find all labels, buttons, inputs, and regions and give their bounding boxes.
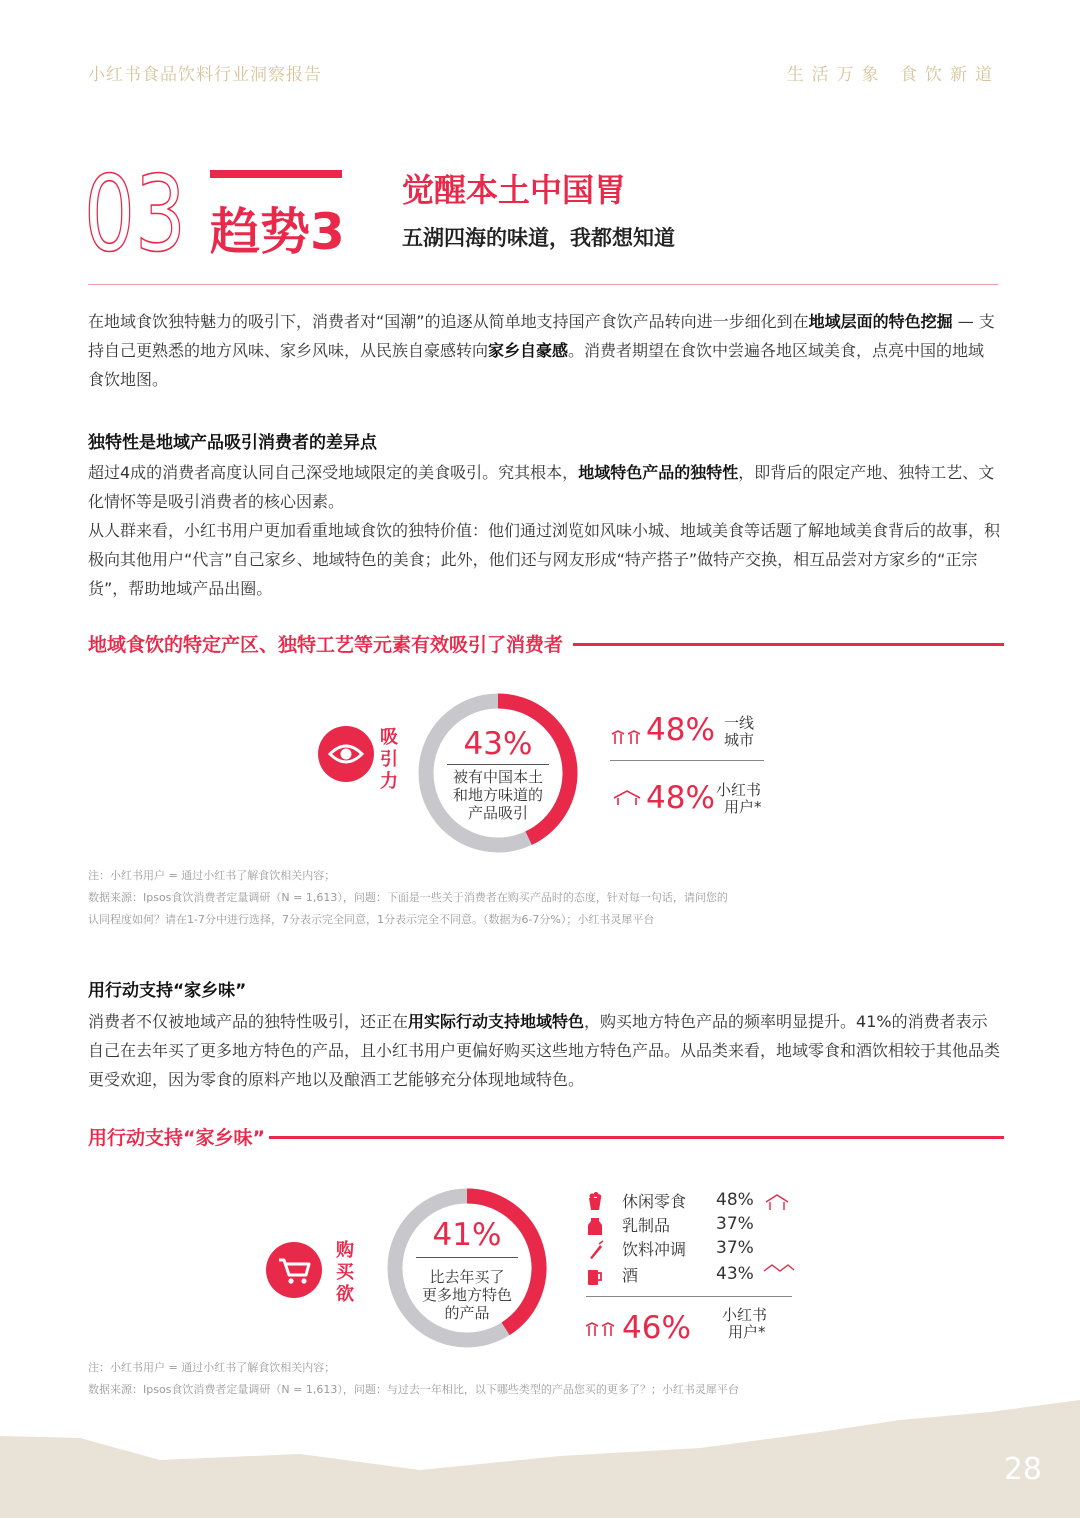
block2-paragraph [88,1007,1000,1094]
chart1-side-label [379,727,399,793]
side-char: 购 [336,1240,354,1261]
popcorn-icon [586,1191,604,1211]
caption-line: 和地方味道的 [452,786,543,804]
intro-paragraph [88,307,1000,394]
label-line: 小红书 [716,781,762,799]
intro-bold-2: 家乡自豪感 [488,341,569,360]
stat-divider [610,760,764,761]
shopping-cart-icon [266,1242,322,1298]
section-number-text: 03 [84,153,186,275]
label-line: 一线 [724,714,755,732]
donut-divider [447,764,549,765]
category-value: 43% [716,1264,754,1284]
category-row [586,1213,686,1237]
footer-background [0,1400,1080,1518]
trend-label: 趋势3 [210,203,345,261]
chart2-stat-label [722,1307,767,1341]
caption-line: 被有中国本土 [452,768,543,786]
report-slogan: 生活万象 食饮新道 [786,65,1000,85]
category-label: 乳制品 [622,1216,671,1235]
stat-divider [586,1296,792,1297]
chart1-notes [88,865,1008,931]
section-number [84,153,188,275]
chart2-side-label [335,1240,355,1306]
section-subtitle: 五湖四海的味道，我都想知道 [402,226,675,250]
block2-text-c: ，购买地方特色产品的频率明显提升。41%的消费者表示自己在去年买了更多地方特色的产品，且小红书用户更偏好购买这些地方特色产品。从品类来看，地域零食和酒饮相较于其他品类更受欢迎，因为零食的原料产地以及酿酒工艺能够充分体现地域特色。 [88,1012,1001,1089]
divider [88,284,998,285]
city-skyline-icon [584,1320,616,1338]
block1-heading: 独特性是地域产品吸引消费者的差异点 [88,433,377,453]
chart1-band [88,630,1004,656]
category-row [586,1263,686,1287]
eye-icon [318,726,374,782]
block1-paragraph-2: 从人群来看，小红书用户更加看重地域食饮的独特价值：他们通过浏览如风味小城、地域美食等话题了解地域美食背后的故事，积极向其他用户“代言”自己家乡、地域特色的美食；此外，他们还与网友形成“特产搭子”做特产交换，相互品尝对方家乡的“正宗货”，帮助地域产品出圈。 [88,521,1001,598]
side-char: 吸 [380,727,398,748]
drink-icon [586,1240,604,1260]
note-line: 注：小红书用户 = 通过小红书了解食饮相关内容； [88,1361,336,1374]
intro-bold-1: 地域层面的特色挖掘 [808,312,953,331]
chart2-donut-value: 41% [432,1217,502,1253]
intro-text-3: 。消费者期望在食饮中尝遍各地区域美食，点亮中国的地域食饮地图。 [88,341,985,389]
note-line: 数据来源：Ipsos食饮消费者定量调研（N = 1,613），问题：与过去一年相比，以下哪些类型的产品您买的更多了？；小红书灵犀平台 [88,1383,739,1396]
milk-icon [586,1216,604,1236]
category-value: 37% [716,1214,754,1234]
chart2-notes [88,1357,1008,1401]
chart1-band-title: 地域食饮的特定产区、独特工艺等元素有效吸引了消费者 [88,630,573,657]
note-line: 数据来源：Ipsos食饮消费者定量调研（N = 1,613），问题：下面是一些关于消费者在购买产品时的态度，针对每一句话，请问您的 [88,891,728,904]
caption-line: 更多地方特色 [421,1286,512,1304]
block1-bold: 地域特色产品的独特性 [578,463,739,482]
section-title: 觉醒本土中国胃 [402,171,627,209]
report-title: 小红书食品饮料行业洞察报告 [88,65,322,85]
beer-icon [586,1266,604,1286]
side-char: 欲 [336,1284,354,1305]
chart2-band [88,1123,1004,1149]
page-number: 28 [1003,1452,1042,1487]
block1-text-c: ，即背后的限定产地、独特工艺、文化情怀等是吸引消费者的核心因素。 [88,463,995,511]
chart1-stat2-label [716,782,762,816]
block2-text-a: 消费者不仅被地域产品的独特性吸引，还正在 [88,1012,409,1031]
block1-text-a: 超过4成的消费者高度认同自己深受地域限定的美食吸引。究其根本， [88,463,579,482]
chart2-band-title: 用行动支持“家乡味” [88,1123,269,1150]
side-char: 引 [380,749,398,770]
side-char: 买 [336,1262,354,1283]
label-line: 城市 [724,731,755,749]
house-icon [762,1261,796,1279]
house-icon [612,789,642,807]
label-line: 用户* [724,798,762,816]
chart2-donut-caption [406,1268,528,1322]
block1-paragraph-1 [88,458,1000,516]
category-label: 酒 [622,1266,639,1285]
note-line: 认同程度如何？请在1-7分中进行选择，7分表示完全同意，1分表示完全不同意。（数据为6-7分%）；小红书灵犀平台 [88,913,655,926]
caption-line: 产品吸引 [467,804,528,822]
house-icon [764,1193,790,1213]
note-line: 注：小红书用户 = 通过小红书了解食饮相关内容； [88,869,336,882]
label-line: 用户* [728,1323,766,1341]
category-value: 48% [716,1190,754,1210]
category-row [586,1237,686,1261]
city-skyline-icon [610,728,642,746]
label-line: 小红书 [722,1306,768,1324]
chart1-stat1-label [724,715,754,749]
caption-line: 比去年买了 [429,1268,505,1286]
category-row [586,1189,686,1213]
category-label: 休闲零食 [622,1192,687,1211]
category-value: 37% [716,1238,754,1258]
chart1-stat1-value: 48% [646,712,715,748]
chart1-stat2-value: 48% [646,780,715,816]
trend-accent-bar [210,170,342,178]
intro-text-2: — 支持自己更熟悉的地方风味、家乡风味，从民族自豪感转向 [88,312,995,360]
side-char: 力 [380,771,398,792]
category-label: 饮料冲调 [622,1240,687,1259]
block2-bold: 用实际行动支持地域特色 [408,1012,585,1031]
caption-line: 的产品 [444,1304,490,1322]
chart1-donut-caption [437,768,559,822]
chart1-donut-value: 43% [463,726,533,762]
chart2-stat-value: 46% [622,1310,691,1346]
donut-divider [416,1257,518,1258]
intro-text-1: 在地域食饮独特魅力的吸引下，消费者对“国潮”的追逐从简单地支持国产食饮产品转向进一步细化到在 [88,312,809,331]
block2-heading: 用行动支持“家乡味” [88,981,247,1001]
